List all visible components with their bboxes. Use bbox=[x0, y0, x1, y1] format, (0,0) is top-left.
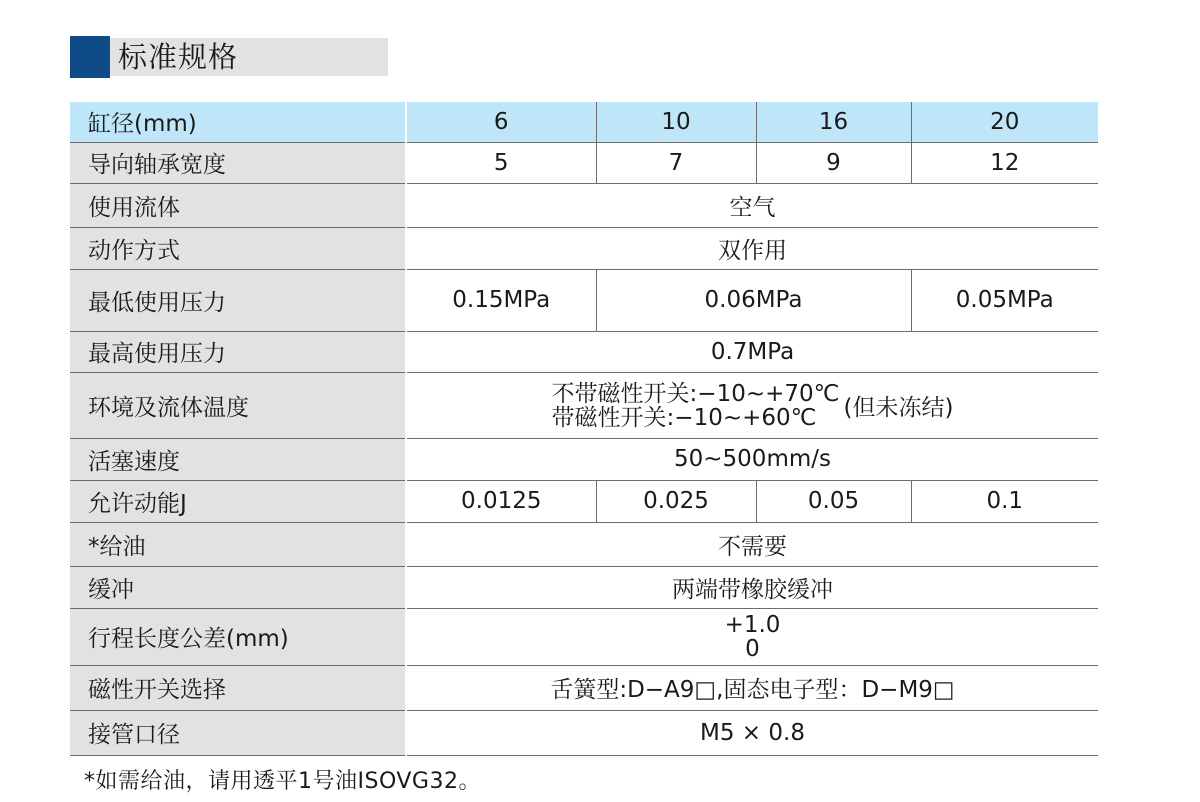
row-label: 磁性开关选择 bbox=[70, 665, 406, 710]
table-row-fluid bbox=[70, 183, 1098, 227]
table-row-cushion bbox=[70, 566, 1098, 608]
table-cell bbox=[406, 608, 1098, 665]
table-row-temperature bbox=[70, 372, 1098, 438]
temperature-no-switch: 不带磁性开关:−10~+70℃ bbox=[551, 380, 840, 407]
table-cell: 两端带橡胶缓冲 bbox=[406, 566, 1098, 608]
table-cell: 20 bbox=[911, 102, 1098, 142]
row-label: 最低使用压力 bbox=[70, 269, 406, 331]
table-row-stroke-tolerance bbox=[70, 608, 1098, 665]
row-label: 动作方式 bbox=[70, 227, 406, 269]
table-cell: 5 bbox=[406, 142, 596, 183]
table-cell: 0.025 bbox=[596, 480, 756, 522]
table-cell: 0.05MPa bbox=[911, 269, 1098, 331]
title-marker bbox=[70, 36, 110, 78]
table-cell: 舌簧型:D−A9□,固态电子型：D−M9□ bbox=[406, 665, 1098, 710]
row-label: 活塞速度 bbox=[70, 438, 406, 480]
tolerance-upper: +1.0 bbox=[724, 611, 781, 638]
table-cell: 空气 bbox=[406, 183, 1098, 227]
table-cell: M5 × 0.8 bbox=[406, 710, 1098, 755]
footnote: *如需给油，请用透平1号油ISOVG32。 bbox=[84, 769, 481, 794]
temperature-note: (但未冻结) bbox=[843, 395, 954, 421]
table-cell: 0.06MPa bbox=[596, 269, 911, 331]
row-label: 导向轴承宽度 bbox=[70, 142, 406, 183]
row-label: 行程长度公差(mm) bbox=[70, 608, 406, 665]
row-label: 允许动能J bbox=[70, 480, 406, 522]
table-row-min-pressure bbox=[70, 269, 1098, 331]
row-label: *给油 bbox=[70, 522, 406, 566]
table-cell: 12 bbox=[911, 142, 1098, 183]
table-cell: 7 bbox=[596, 142, 756, 183]
table-row-switch bbox=[70, 665, 1098, 710]
table-cell bbox=[406, 372, 1098, 438]
row-label: 接管口径 bbox=[70, 710, 406, 755]
table-cell: 0.7MPa bbox=[406, 331, 1098, 372]
temperature-value bbox=[552, 382, 954, 430]
temperature-lines bbox=[552, 382, 840, 430]
table-row-bearing bbox=[70, 142, 1098, 183]
table-row-action bbox=[70, 227, 1098, 269]
section-title: 标准规格 bbox=[118, 40, 239, 74]
row-label: 最高使用压力 bbox=[70, 331, 406, 372]
table-cell: 10 bbox=[596, 102, 756, 142]
temperature-with-switch: 带磁性开关:−10~+60℃ bbox=[551, 404, 817, 431]
table-cell: 双作用 bbox=[406, 227, 1098, 269]
table-cell: 16 bbox=[756, 102, 911, 142]
table-cell: 0.05 bbox=[756, 480, 911, 522]
table-row-max-pressure bbox=[70, 331, 1098, 372]
table-cell: 6 bbox=[406, 102, 596, 142]
row-label: 缸径(mm) bbox=[70, 102, 406, 142]
table-cell: 不需要 bbox=[406, 522, 1098, 566]
table-cell: 50~500mm/s bbox=[406, 438, 1098, 480]
row-label: 环境及流体温度 bbox=[70, 372, 406, 438]
row-label: 缓冲 bbox=[70, 566, 406, 608]
table-cell: 0.15MPa bbox=[406, 269, 596, 331]
spec-table bbox=[70, 102, 1098, 756]
section-header bbox=[70, 36, 388, 78]
table-cell: 0.1 bbox=[911, 480, 1098, 522]
table-row-energy bbox=[70, 480, 1098, 522]
table-row-bore bbox=[70, 102, 1098, 142]
table-row-speed bbox=[70, 438, 1098, 480]
table-cell: 9 bbox=[756, 142, 911, 183]
table-row-lubrication bbox=[70, 522, 1098, 566]
tolerance-lower: 0 bbox=[745, 635, 760, 662]
table-row-port bbox=[70, 710, 1098, 755]
row-label: 使用流体 bbox=[70, 183, 406, 227]
table-cell: 0.0125 bbox=[406, 480, 596, 522]
